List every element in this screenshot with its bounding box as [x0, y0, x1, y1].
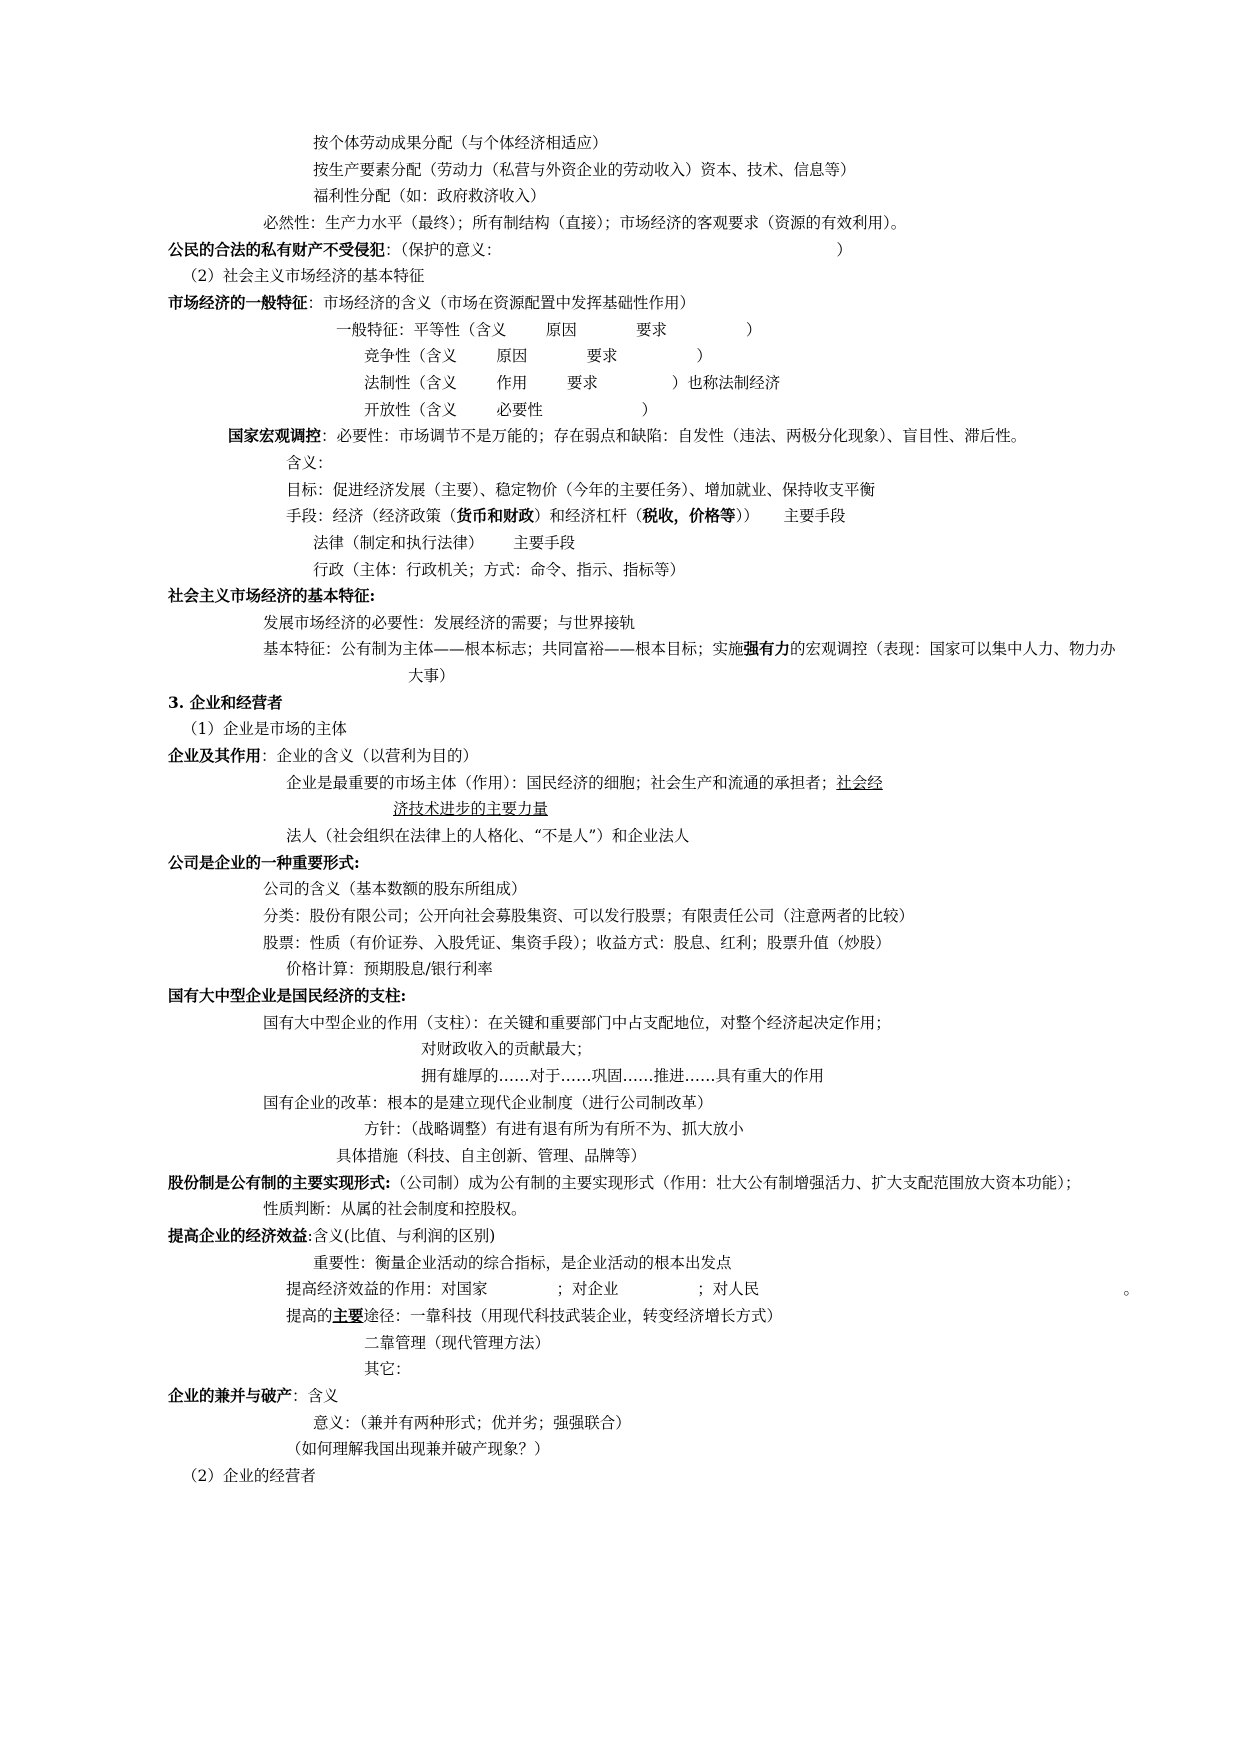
document-line — [263, 210, 1121, 237]
document-body — [168, 130, 1139, 1489]
text-run: 按个体劳动成果分配（与个体经济相适应） — [313, 134, 608, 152]
text-run: 国有大中型企业的作用（支柱）：在关键和重要部门中占支配地位，对整个经济起决定作用； — [263, 1013, 891, 1032]
document-line — [286, 956, 1121, 983]
document-line — [168, 1383, 1121, 1410]
document-line — [168, 583, 1121, 610]
document-line — [168, 237, 1121, 264]
document-line — [313, 183, 1121, 210]
text-run: 社会经 — [836, 773, 883, 792]
text-run: ：市场经济的含义（市场在资源配置中发挥基础性作用） — [307, 293, 696, 312]
text-run: 具体措施（科技、自主创新、管理、品牌等） — [336, 1146, 647, 1165]
document-line — [286, 1436, 1121, 1463]
text-run: 股票：性质（有价证券、入股凭证、集资手段）；收益方式：股息、红利；股票升值（炒股） — [263, 933, 891, 952]
text-run: 福利性分配（如：政府救济收入） — [313, 187, 546, 206]
text-run: （2）社会主义市场经济的基本特征 — [182, 267, 425, 286]
text-run: 国有企业的改革：根本的是建立现代企业制度（进行公司制改革） — [263, 1093, 713, 1112]
text-run: 目标：促进经济发展（主要）、稳定物价（今年的主要任务）、增加就业、保持收支平衡 — [286, 480, 876, 499]
document-line — [182, 716, 1121, 743]
text-run: 公司是企业的一种重要形式: — [168, 852, 360, 872]
document-line — [263, 930, 1121, 957]
text-run: ：含义 — [292, 1386, 339, 1405]
text-run: 法律（制定和执行法律） 主要手段 — [313, 533, 576, 552]
document-line — [263, 1090, 1121, 1117]
document-line — [286, 450, 1121, 477]
document-line — [421, 1063, 1121, 1090]
document-line — [263, 610, 1121, 637]
document-line — [263, 1196, 1121, 1223]
text-run: ：（保护的意义： — [385, 240, 502, 259]
text-run: ：必要性：市场调节不是万能的；存在弱点和缺陷：自发性（违法、两极分化现象）、盲目性、滞后性。 — [321, 427, 1027, 446]
document-line — [168, 1223, 1121, 1250]
text-run: 市场经济的一般特征 — [168, 292, 308, 312]
text-run: 企业是最重要的市场主体（作用）：国民经济的细胞；社会生产和流通的承担者； — [286, 773, 837, 792]
document-line — [393, 796, 1121, 823]
document-line — [228, 423, 1121, 450]
document-line — [286, 477, 1121, 504]
document-line — [313, 1410, 1121, 1437]
text-run: 国有大中型企业是国民经济的支柱: — [168, 986, 407, 1005]
text-run: 分类：股份有限公司；公开向社会募股集资、可以发行股票；有限责任公司（注意两者的比较） — [263, 907, 915, 926]
text-run: 二靠管理（现代管理方法） — [364, 1333, 551, 1352]
text-run: （2）企业的经营者 — [182, 1466, 316, 1485]
text-run: 竞争性（含义 原因 要求 ） — [364, 347, 712, 366]
text-run: 济技术进步的主要力量 — [393, 800, 549, 819]
document-line — [313, 130, 1121, 157]
text-run: 途径：一靠科技（用现代科技武装企业，转变经济增长方式） — [363, 1306, 783, 1325]
text-run: 货币和财政 — [456, 506, 535, 526]
text-run: 提高的 — [286, 1306, 333, 1325]
text-run: 其它： — [364, 1360, 411, 1379]
text-run: ）和经济杠杆（ — [534, 507, 643, 526]
text-run: 企业及其作用 — [168, 746, 262, 766]
text-run: 股份制是公有制的主要实现形式: — [168, 1172, 391, 1192]
document-line — [286, 770, 1121, 797]
text-run: 发展市场经济的必要性：发展经济的需要；与世界接轨 — [263, 613, 636, 632]
text-run: 公民的合法的私有财产不受侵犯 — [168, 239, 386, 259]
text-run: 税收，价格等 — [642, 506, 736, 526]
text-run: 行政（主体：行政机关；方式：命令、指示、指标等） — [313, 560, 686, 579]
text-run: 含义： — [286, 453, 333, 472]
text-run: 对财政收入的贡献最大； — [421, 1040, 592, 1059]
text-run: 必然性：生产力水平（最终）；所有制结构（直接）；市场经济的客观要求（资源的有效利用）。 — [263, 213, 907, 232]
text-run: （如何理解我国出现兼并破产现象？） — [286, 1440, 550, 1459]
document-line — [168, 1170, 1121, 1197]
text-run: 提高企业的经济效益 — [168, 1225, 308, 1245]
document-line — [263, 903, 1121, 930]
document-line — [336, 1143, 1121, 1170]
document-line — [364, 1330, 1121, 1357]
document-line — [263, 636, 1121, 689]
document-line — [286, 823, 1121, 850]
text-run: :含义(比值、与利润的区别) — [307, 1226, 496, 1245]
text-run: 强有力 — [743, 639, 791, 659]
document-line — [364, 1116, 1121, 1143]
text-run: 重要性：衡量企业活动的综合指标，是企业活动的根本出发点 — [313, 1253, 732, 1272]
document-line — [168, 743, 1121, 770]
text-run: （公司制）成为公有制的主要实现形式（作用：壮大公有制增强活力、扩大支配范围放大资本功能）； — [390, 1173, 1081, 1192]
document-line — [313, 530, 1121, 557]
text-run: 基本特征：公有制为主体——根本标志；共同富裕——根本目标；实施 — [263, 640, 744, 659]
text-run: 一般特征：平等性（含义 原因 要求 ） — [336, 320, 762, 339]
document-line — [286, 503, 1121, 530]
text-run: 按生产要素分配（劳动力（私营与外资企业的劳动收入）资本、技术、信息等） — [313, 160, 856, 179]
text-run: 国家宏观调控 — [228, 426, 322, 446]
document-line — [364, 370, 1121, 397]
document-line — [168, 983, 1121, 1010]
text-run: 法制性（含义 作用 要求 ）也称法制经济 — [364, 373, 781, 392]
document-line — [364, 397, 1121, 424]
text-run: 3. 企业和经营者 — [168, 692, 283, 712]
text-run: 方针：（战略调整）有进有退有所为有所不为、抓大放小 — [364, 1120, 744, 1139]
text-run: 意义：（兼并有两种形式；优并劣；强强联合） — [313, 1413, 631, 1432]
text-run: 法人（社会组织在法律上的人格化、“不是人”）和企业法人 — [286, 827, 690, 846]
text-run: ） — [501, 240, 852, 259]
document-line — [421, 1036, 1121, 1063]
text-run: 手段：经济（经济政策（ — [286, 507, 457, 526]
text-run: 性质判断：从属的社会制度和控股权。 — [263, 1200, 527, 1219]
document-line — [168, 850, 1121, 877]
text-run: 企业的兼并与破产 — [168, 1385, 293, 1405]
document-line — [263, 1010, 1121, 1037]
document-line — [168, 290, 1121, 317]
text-run: 价格计算：预期股息/银行利率 — [286, 960, 493, 979]
document-line — [313, 557, 1121, 584]
document-line — [336, 317, 1121, 344]
text-run: 的宏观调控（表现：国家可以集中人力、物力办大事） — [408, 640, 1116, 686]
text-run: 拥有雄厚的……对于……巩固……推进……具有重大的作用 — [421, 1066, 825, 1085]
text-run: 提高经济效益的作用：对国家 ；对企业 ；对人民 — [286, 1280, 760, 1299]
document-line — [263, 876, 1121, 903]
document-line — [182, 263, 1121, 290]
document-line — [286, 1276, 1139, 1303]
document-line — [286, 1303, 1121, 1330]
text-run: 开放性（含义 必要性 ） — [364, 400, 657, 419]
text-run: ：企业的含义（以营利为目的） — [261, 747, 479, 766]
text-run: （1）企业是市场的主体 — [182, 720, 347, 739]
text-run: 社会主义市场经济的基本特征: — [168, 586, 376, 606]
document-line — [313, 1250, 1121, 1277]
text-run: ）） 主要手段 — [735, 507, 846, 526]
document-line — [313, 157, 1121, 184]
document-line — [364, 1356, 1121, 1383]
text-run: 主要 — [332, 1305, 364, 1325]
trailing-period-mark: 。 — [1123, 1280, 1139, 1299]
document-line — [364, 343, 1121, 370]
document-line — [182, 1463, 1121, 1490]
document-line — [168, 690, 1121, 717]
text-run: 公司的含义（基本数额的股东所组成） — [263, 880, 527, 899]
